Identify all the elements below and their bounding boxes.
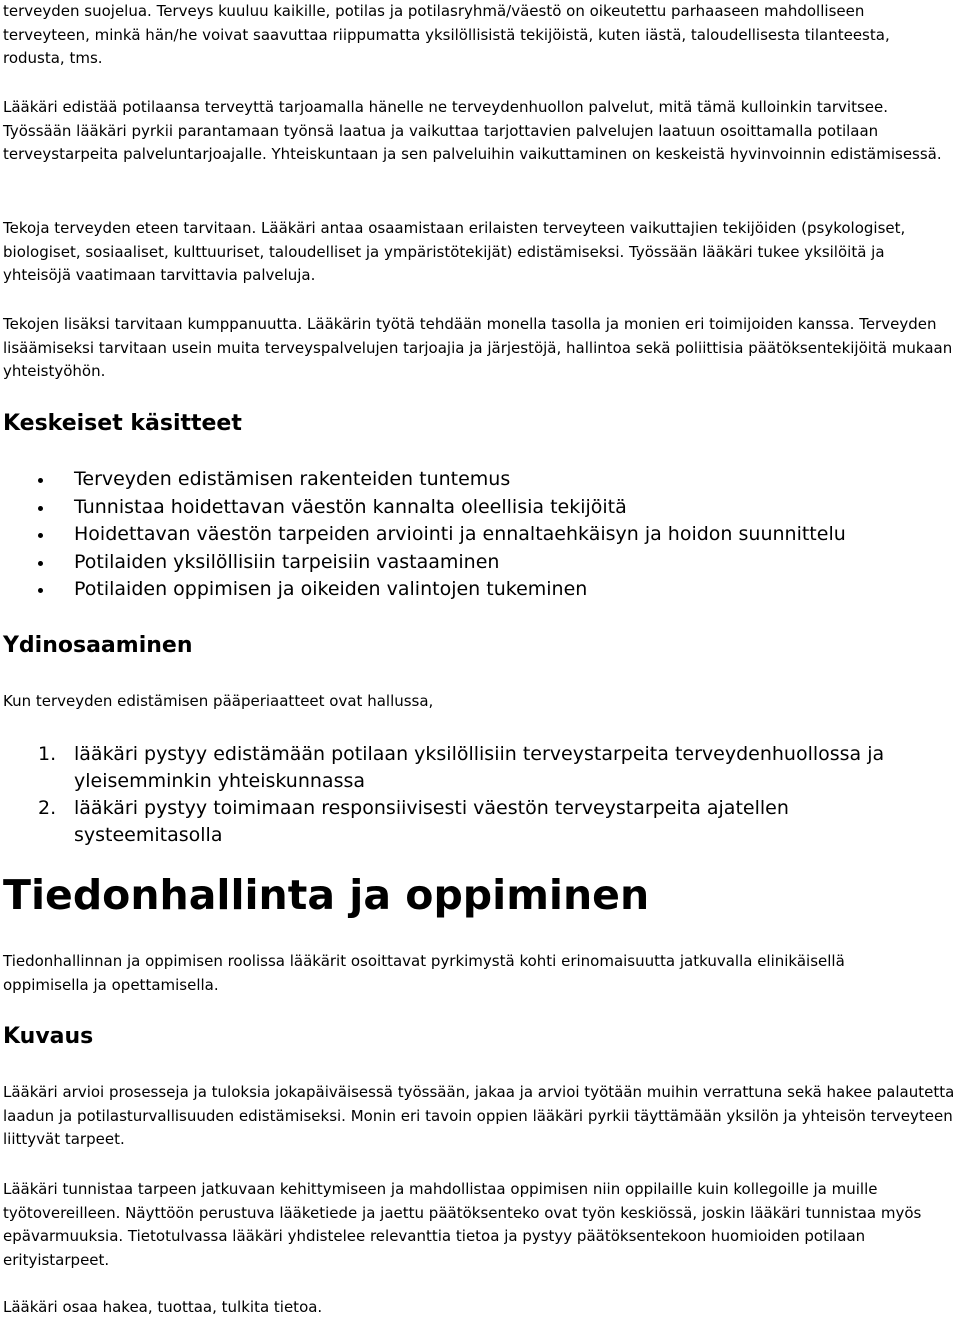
paragraph-ydinosaaminen-intro: Kun terveyden edistämisen pääperiaatteet ovat hallussa, bbox=[3, 692, 434, 710]
list-item-text: lääkäri pystyy edistämään potilaan yksilöllisiin terveystarpeita terveydenhuollossa ja yleisemminkin yhteiskunnassa bbox=[74, 743, 885, 792]
list-item-text: Hoidettavan väestön tarpeiden arviointi ja ennaltaehkäisyn ja hoidon suunnittelu bbox=[74, 523, 846, 545]
bullet-icon bbox=[38, 533, 43, 538]
core-competence-list bbox=[3, 741, 923, 849]
bullet-icon bbox=[38, 588, 43, 593]
list-item bbox=[3, 795, 923, 849]
heading-ydinosaaminen: Ydinosaaminen bbox=[3, 633, 193, 658]
list-item bbox=[3, 741, 923, 795]
paragraph-kuvaus-1: Lääkäri arvioi prosesseja ja tuloksia jokapäiväisessä työssään, jakaa ja arvioi työtään muihin verrattuna sekä hakee palautetta laadun ja potilasturvallisuuden edistämiseksi. Monin eri tavoin oppien lääkäri pyrkii täyttämään yksilön ja yhteisön terveyteen liittyvät tarpeet. bbox=[3, 1083, 955, 1148]
heading-tiedonhallinta: Tiedonhallinta ja oppiminen bbox=[3, 871, 650, 919]
list-item-number: 1. bbox=[38, 743, 57, 765]
list-item bbox=[3, 521, 955, 549]
key-concepts-list bbox=[3, 466, 955, 604]
list-item-text: lääkäri pystyy toimimaan responsiivisesti väestön terveystarpeita ajatellen systeemitasolla bbox=[74, 797, 789, 846]
list-item-text: Potilaiden oppimisen ja oikeiden valintojen tukeminen bbox=[74, 578, 588, 600]
bullet-icon bbox=[38, 561, 43, 566]
list-item bbox=[3, 576, 955, 604]
list-item-number: 2. bbox=[38, 797, 57, 819]
list-item bbox=[3, 549, 955, 577]
paragraph-tiedonhallinta-intro: Tiedonhallinnan ja oppimisen roolissa lääkärit osoittavat pyrkimystä kohti erinomaisuutta jatkuvalla elinikäisellä oppimisella ja opettamisella. bbox=[3, 952, 845, 994]
list-item-text: Terveyden edistämisen rakenteiden tuntemus bbox=[74, 468, 511, 490]
paragraph-kuvaus-2: Lääkäri tunnistaa tarpeen jatkuvaan kehittymiseen ja mahdollistaa oppimisen niin oppilaille kuin kollegoille ja muille työtovereilleen. Näyttöön perustuva lääketiede ja jaettu päätöksenteko ovat työn keskiössä, joskin lääkäri tunnistaa myös epävarmuuksia. Tietotulvassa lääkäri yhdistelee relevanttia tietoa ja pystyy päätöksentekoon huomioiden potilaan erityistarpeet. bbox=[3, 1180, 922, 1269]
paragraph-kuvaus-3: Lääkäri osaa hakea, tuottaa, tulkita tietoa. bbox=[3, 1298, 323, 1316]
bullet-icon bbox=[38, 478, 43, 483]
heading-kuvaus: Kuvaus bbox=[3, 1024, 94, 1049]
paragraph-partnership: Tekojen lisäksi tarvitaan kumppanuutta. Lääkärin työtä tehdään monella tasolla ja monien eri toimijoiden kanssa. Terveyden lisäämiseksi tarvitaan usein muita terveyspalvelujen tarjoajia ja järjestöjä, hallintoa sekä poliittisia päätöksentekijöitä mukaan yhteistyöhön. bbox=[3, 315, 953, 380]
list-item-text: Tunnistaa hoidettavan väestön kannalta oleellisia tekijöitä bbox=[74, 495, 627, 518]
list-item bbox=[3, 494, 955, 522]
list-item-text: Potilaiden yksilöllisiin tarpeisiin vastaaminen bbox=[74, 550, 500, 573]
paragraph-promotes-health: Lääkäri edistää potilaansa terveyttä tarjoamalla hänelle ne terveydenhuollon palvelut, mitä tämä kulloinkin tarvitsee. Työssään lääkäri pyrkii parantamaan työnsä laatua ja vaikuttaa tarjottavien palvelujen laatuun osoittamalla potilaan terveystarpeita palveluntarjoajalle. Yhteiskuntaan ja sen palveluihin vaikuttaminen on keskeistä hyvinvoinnin edistämisessä. bbox=[3, 98, 942, 163]
paragraph-health-right: terveyden suojelua. Terveys kuuluu kaikille, potilas ja potilasryhmä/väestö on oikeutettu parhaaseen mahdolliseen terveyteen, minkä hän/he voivat saavuttaa riippumatta yksilöllisistä tekijöistä, kuten iästä, taloudellisesta tilanteesta, rodusta, tms. bbox=[3, 2, 890, 67]
heading-keskeiset: Keskeiset käsitteet bbox=[3, 411, 242, 436]
paragraph-actions-needed: Tekoja terveyden eteen tarvitaan. Lääkäri antaa osaamistaan erilaisten terveyteen vaikuttajien tekijöiden (psykologiset, biologiset, sosiaaliset, kulttuuriset, taloudelliset ja ympäristötekijät) edistämiseksi. Työssään lääkäri tukee yksilöitä ja yhteisöjä vaatimaan tarvittavia palveluja. bbox=[3, 219, 906, 284]
list-item bbox=[3, 466, 955, 494]
bullet-icon bbox=[38, 506, 43, 511]
